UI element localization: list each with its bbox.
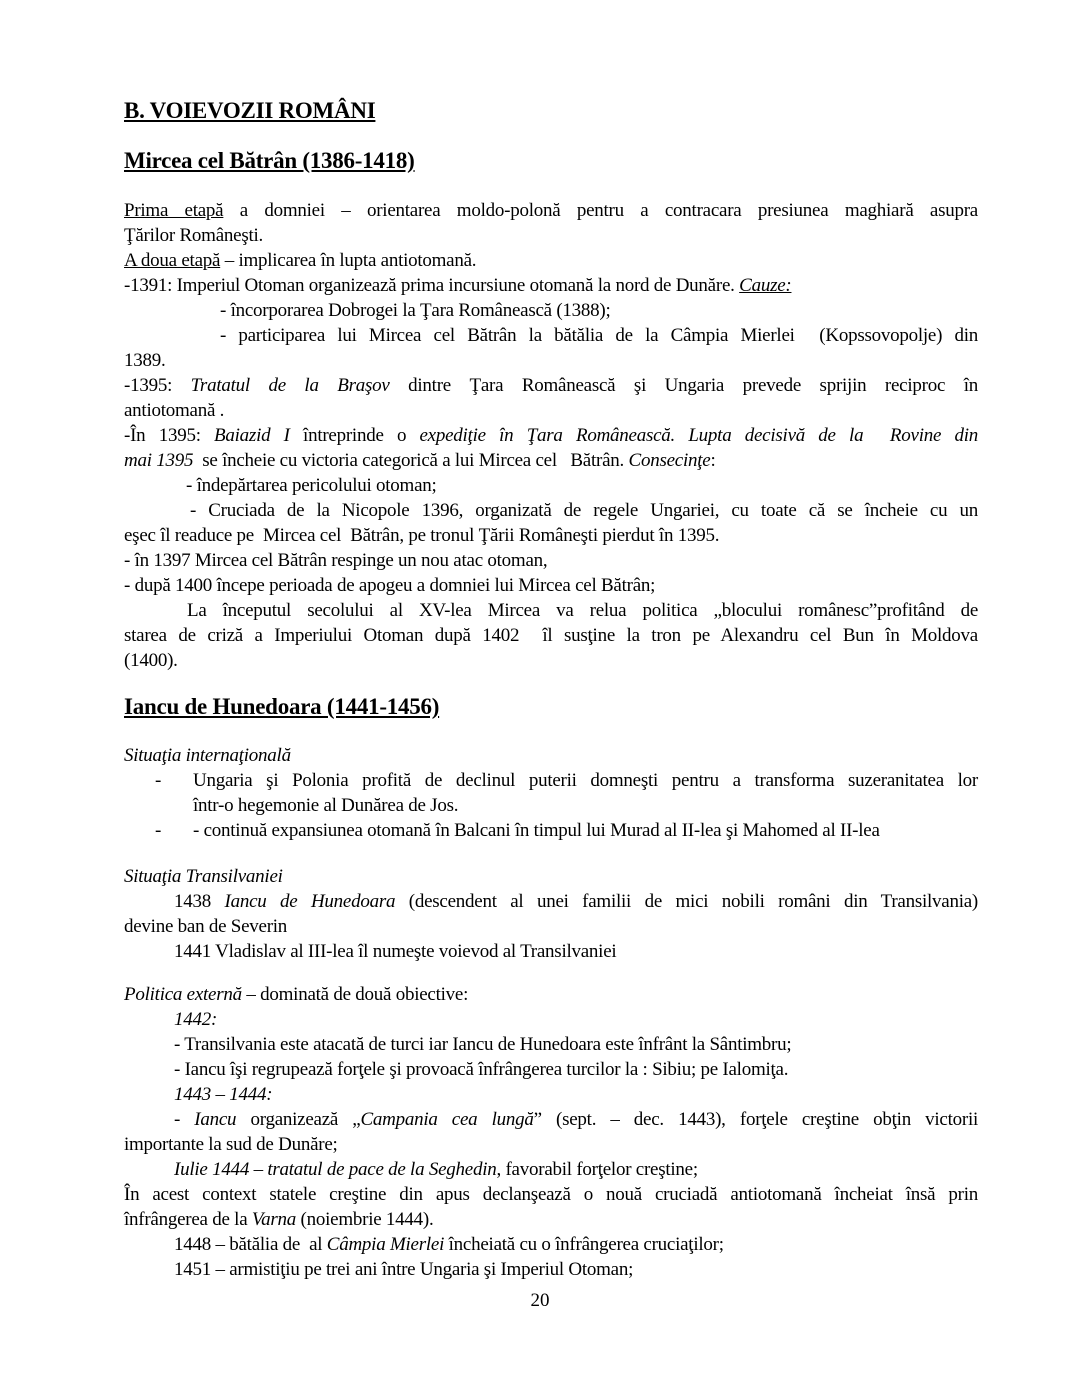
text-segment: Varna bbox=[251, 1209, 297, 1230]
text-segment: organizează „ bbox=[236, 1109, 361, 1130]
text-line bbox=[124, 1157, 978, 1182]
list-item bbox=[124, 323, 978, 348]
text-segment: Iancu de Hunedoara bbox=[224, 891, 396, 912]
page-footer bbox=[0, 1288, 1080, 1313]
text-segment: Iancu bbox=[194, 1109, 237, 1130]
blank-line bbox=[124, 964, 978, 982]
list-item bbox=[124, 818, 978, 843]
text-segment: - îndepărtarea pericolului otoman; bbox=[186, 475, 437, 496]
text-segment: Prima etapă bbox=[124, 200, 224, 221]
text-segment: Ungaria şi Polonia profită de declinul puterii domneşti pentru a transforma suzeranitatea lor bbox=[193, 770, 978, 791]
blank-line bbox=[124, 673, 978, 694]
text-line bbox=[124, 573, 978, 598]
text-segment: într-o hegemonie al Dunărea de Jos. bbox=[193, 795, 459, 816]
text-line bbox=[124, 198, 978, 223]
text-line bbox=[124, 248, 978, 273]
text-segment: 1438 bbox=[174, 891, 225, 912]
text-segment: devine ban de Severin bbox=[124, 916, 288, 937]
text-segment: se încheie cu victoria categorică a lui Mircea cel Bătrân. bbox=[193, 450, 629, 471]
section-heading-mircea bbox=[124, 148, 978, 173]
text-segment: 1389. bbox=[124, 350, 166, 371]
text-segment: - după 1400 începe perioada de apogeu a domniei lui Mircea cel Bătrân; bbox=[124, 575, 656, 596]
text-segment: expediţie în Ţara Românească. Lupta decisivă de la Rovine din bbox=[419, 425, 979, 446]
text-segment: Situaţia internaţională bbox=[124, 745, 291, 766]
text-segment: - Transilvania este atacată de turci iar Iancu de Hunedoara este înfrânt la Sântimbru; bbox=[174, 1034, 792, 1055]
text-segment: (noiembrie 1444). bbox=[296, 1209, 434, 1230]
text-segment: 1441 Vladislav al III-lea îl numeşte voievod al Transilvaniei bbox=[174, 941, 617, 962]
text-segment: eşec îl readuce pe Mircea cel Bătrân, pe tronul Ţării Româneşti pierdut în 1395. bbox=[124, 525, 720, 546]
text-segment: 1448 – bătălia de al bbox=[174, 1234, 327, 1255]
text-segment: dintre Ţara Românească şi Ungaria prevede sprijin reciproc în bbox=[389, 375, 978, 396]
text-segment: Baiazid I bbox=[214, 425, 290, 446]
text-line bbox=[124, 1082, 978, 1107]
list-item bbox=[124, 473, 978, 498]
text-segment: - în 1397 Mircea cel Bătrân respinge un nou atac otoman, bbox=[124, 550, 548, 571]
text-segment: – dominată de două obiective: bbox=[241, 984, 469, 1005]
page-number: 20 bbox=[530, 1290, 550, 1311]
text-line bbox=[124, 223, 978, 248]
text-segment: Ţărilor Româneşti. bbox=[124, 225, 264, 246]
text-segment: - bbox=[174, 1109, 195, 1130]
text-segment: antiotomană . bbox=[124, 400, 225, 421]
text-segment: - participarea lui Mircea cel Bătrân la bătălia de la Câmpia Mierlei (Kopssovopolje) din bbox=[220, 325, 978, 346]
list-item bbox=[124, 1057, 978, 1082]
text-line bbox=[124, 448, 978, 473]
text-line bbox=[124, 273, 978, 298]
section-heading-iancu bbox=[124, 694, 978, 719]
text-segment: Situaţia Transilvaniei bbox=[124, 866, 283, 887]
text-segment: 1451 – armistiţiu pe trei ani între Ungaria şi Imperiul Otoman; bbox=[174, 1259, 634, 1280]
text-segment: , favorabil forţelor creştine; bbox=[496, 1159, 698, 1180]
text-line bbox=[124, 648, 978, 673]
text-segment: – implicarea în lupta antiotomană. bbox=[220, 250, 477, 271]
text-segment: (1400). bbox=[124, 650, 178, 671]
text-segment: înfrângerea de la bbox=[124, 1209, 252, 1230]
text-line bbox=[124, 1132, 978, 1157]
list-item bbox=[124, 768, 978, 793]
text-line bbox=[124, 939, 978, 964]
blank-line bbox=[124, 173, 978, 198]
text-segment: Campania cea lungă bbox=[360, 1109, 534, 1130]
text-line bbox=[124, 1207, 978, 1232]
text-segment: (descendent al unei familii de mici nobili români din Transilvania) bbox=[395, 891, 979, 912]
text-segment: întreprinde o bbox=[289, 425, 420, 446]
text-line bbox=[124, 348, 978, 373]
list-item bbox=[124, 298, 978, 323]
text-segment: - Iancu îşi regrupează forţele şi provoacă înfrângerea turcilor la : Sibiu; pe Ialomiţa. bbox=[174, 1059, 789, 1080]
text-segment: -1391: Imperiul Otoman organizează prima incursiune otomană la nord de Dunăre. bbox=[124, 275, 740, 296]
text-segment: -În 1395: bbox=[124, 425, 215, 446]
bullet-dash-icon: - bbox=[155, 770, 162, 791]
text-segment: B. VOIEVOZII ROMÂNI bbox=[124, 98, 376, 123]
text-segment: Iancu de Hunedoara (1441-1456) bbox=[124, 694, 440, 719]
text-line bbox=[124, 1257, 978, 1282]
main-heading bbox=[124, 98, 978, 123]
text-segment: - Cruciada de la Nicopole 1396, organizată de regele Ungariei, cu toate că se încheie cu un bbox=[190, 500, 978, 521]
subsection-heading bbox=[124, 743, 978, 768]
text-segment: -1395: bbox=[124, 375, 191, 396]
text-segment: În acest context statele creştine din apus declanşează o nouă cruciadă antiotomană încheiat însă prin bbox=[124, 1184, 978, 1205]
text-line bbox=[124, 548, 978, 573]
text-segment: Politica externă bbox=[124, 984, 242, 1005]
blank-line bbox=[124, 123, 978, 148]
blank-line bbox=[124, 719, 978, 743]
list-item bbox=[124, 1032, 978, 1057]
text-line bbox=[124, 598, 978, 623]
text-line bbox=[124, 1007, 978, 1032]
text-line bbox=[124, 1232, 978, 1257]
text-segment: starea de criză a Imperiului Otoman după 1402 îl susţine la tron pe Alexandru cel Bun în Moldova bbox=[124, 625, 978, 646]
list-item bbox=[124, 793, 978, 818]
blank-line bbox=[124, 843, 978, 864]
text-line bbox=[124, 423, 978, 448]
text-segment: 1442: bbox=[174, 1009, 218, 1030]
text-segment: Câmpia Mierlei bbox=[326, 1234, 445, 1255]
text-line bbox=[124, 914, 978, 939]
text-segment: mai 1395 bbox=[124, 450, 194, 471]
text-segment: Cauze: bbox=[739, 275, 792, 296]
text-segment: - încorporarea Dobrogei la Ţara Românească (1388); bbox=[220, 300, 611, 321]
text-line bbox=[124, 373, 978, 398]
list-item bbox=[124, 498, 978, 523]
text-line bbox=[124, 398, 978, 423]
text-segment: La începutul secolului al XV-lea Mircea va relua politica „blocului românesc”profitând de bbox=[187, 600, 978, 621]
text-segment: A doua etapă bbox=[124, 250, 221, 271]
text-segment: 1443 – 1444: bbox=[174, 1084, 273, 1105]
text-segment: Tratatul de la Braşov bbox=[190, 375, 390, 396]
list-item bbox=[124, 1107, 978, 1132]
text-segment: încheiată cu o înfrângerea cruciaţilor; bbox=[444, 1234, 724, 1255]
text-segment: - continuă expansiunea otomană în Balcani în timpul lui Murad al II-lea şi Mahomed al II-lea bbox=[193, 820, 880, 841]
text-line bbox=[124, 523, 978, 548]
text-segment: Consecinţe bbox=[628, 450, 711, 471]
text-segment: Mircea cel Bătrân (1386-1418) bbox=[124, 148, 415, 173]
text-segment: ” (sept. – dec. 1443), forţele creştine obţin victorii bbox=[533, 1109, 979, 1130]
text-line bbox=[124, 623, 978, 648]
text-segment: : bbox=[710, 450, 716, 471]
bullet-dash-icon: - bbox=[155, 820, 162, 841]
text-segment: importante la sud de Dunăre; bbox=[124, 1134, 338, 1155]
text-line bbox=[124, 1182, 978, 1207]
text-segment: Iulie 1444 – tratatul de pace de la Seghedin bbox=[174, 1159, 497, 1180]
subsection-heading bbox=[124, 864, 978, 889]
text-segment: a domniei – orientarea moldo-polonă pentru a contracara presiunea maghiară asupra bbox=[223, 200, 978, 221]
text-line bbox=[124, 889, 978, 914]
subsection-heading bbox=[124, 982, 978, 1007]
